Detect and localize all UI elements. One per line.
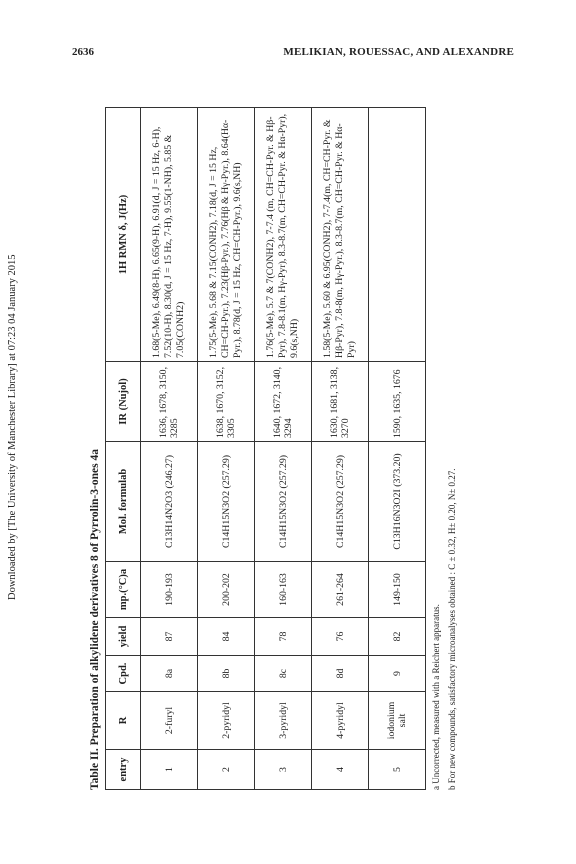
cpd-cell: 9 [369, 656, 426, 692]
rmn-cell: 1.75(5-Me), 5.68 & 7.15(CONH2), 7.18(d, J = 15 Hz, CH=CH-Pyr.), 7.23(Hβ-Pyr.), 7.76(Hβ & Hγ-Pyr.), 8.64(Hα-Pyr.), 8.78(d, J = 15 Hz, CH=CH-Pyr.), 9.6(s,NH) [198, 108, 255, 362]
ir-cell: 1636, 1678, 3150, 3285 [141, 362, 198, 442]
ir-cell: 1638, 1670, 3152, 3305 [198, 362, 255, 442]
yield-cell: 78 [255, 618, 312, 656]
download-watermark: Downloaded by [The University of Manchester Library] at 07:23 04 January 2015 [7, 254, 18, 600]
col-header: Mol. formulab [106, 442, 141, 562]
entry-cell: 3 [255, 750, 312, 790]
table-header-row [106, 108, 141, 790]
formula-cell: C13H14N2O3 (246.27) [141, 442, 198, 562]
r-cell: 2-furyl [141, 692, 198, 750]
formula-cell: C14H15N3O2 (257.29) [312, 442, 369, 562]
r-cell: 3-pyridyl [255, 692, 312, 750]
ir-cell: 1630, 1681, 3138, 3270 [312, 362, 369, 442]
table-row [312, 108, 369, 790]
col-header: yield [106, 618, 141, 656]
table-row [255, 108, 312, 790]
formula-cell: C14H15N3O2 (257.29) [255, 442, 312, 562]
table-row [141, 108, 198, 790]
yield-cell: 87 [141, 618, 198, 656]
col-header: IR (Nujol) [106, 362, 141, 442]
table-row [198, 108, 255, 790]
rotated-table-block [85, 85, 475, 790]
col-header: entry [106, 750, 141, 790]
mp-cell: 261-264 [312, 562, 369, 618]
r-cell: 2-pyridyl [198, 692, 255, 750]
cpd-cell: 8a [141, 656, 198, 692]
mp-cell: 200-202 [198, 562, 255, 618]
r-cell: 4-pyridyl [312, 692, 369, 750]
rmn-cell: 1.76(5-Me), 5.7 & 7(CONH2), 7-7.4 (m, CH=CH-Pyr. & Hβ-Pyr), 7.8-8.1(m, Hγ-Pyr), 8.3-8.7(m, CH=CH-Pyr. & Hα-Pyr), 9.6(s,NH) [255, 108, 312, 362]
data-table [105, 107, 426, 790]
col-header: 1H RMN δ, J(Hz) [106, 108, 141, 362]
cpd-cell: 8d [312, 656, 369, 692]
entry-cell: 2 [198, 750, 255, 790]
col-header: Cpd. [106, 656, 141, 692]
ir-cell: 1590, 1635, 1676 [369, 362, 426, 442]
formula-cell: C14H15N3O2 (257.29) [198, 442, 255, 562]
table-caption: Table II. Preparation of alkylidene derivatives 8 of Pyrrolin-3-ones 4a [89, 449, 101, 790]
col-header: mp.(°C)a [106, 562, 141, 618]
col-header: R [106, 692, 141, 750]
entry-cell: 4 [312, 750, 369, 790]
mp-cell: 149-150 [369, 562, 426, 618]
page-number: 2636 [72, 46, 94, 58]
page-header [62, 46, 514, 62]
table-row [369, 108, 426, 790]
rmn-cell: 1.58(5-Me), 5.60 & 6.95(CONH2), 7-7.4(m, CH=CH-Pyr. & Hβ-Pyr), 7.8-8(m, Hγ-Pyr.), 8.3-8.7(m, CH=CH-Pyr. & Hα-Pyr) [312, 108, 369, 362]
rmn-cell: 1.68(5-Me), 6.49(8-H), 6.65(9-H), 6.91(d, J = 15 Hz, 6-H), 7.52(10-H), 8.30(d, J = 15 Hz, 7-H), 9.55(1-NH), 5.85 & 7.05(CONH2) [141, 108, 198, 362]
footnote-a: a Uncorrected, measured with a Reichert apparatus. [431, 604, 441, 790]
ir-cell: 1640, 1672, 3140, 3294 [255, 362, 312, 442]
yield-cell: 82 [369, 618, 426, 656]
yield-cell: 84 [198, 618, 255, 656]
yield-cell: 76 [312, 618, 369, 656]
entry-cell: 5 [369, 750, 426, 790]
cpd-cell: 8c [255, 656, 312, 692]
footnote-b: b For new compounds, satisfactory microanalyses obtained : C ± 0.32, H± 0.20, N± 0.27. [447, 468, 457, 790]
mp-cell: 160-163 [255, 562, 312, 618]
cpd-cell: 8b [198, 656, 255, 692]
r-cell: iodonium salt [369, 692, 426, 750]
running-title: MELIKIAN, ROUESSAC, AND ALEXANDRE [283, 46, 514, 58]
formula-cell: C13H16N3O2I (373.20) [369, 442, 426, 562]
entry-cell: 1 [141, 750, 198, 790]
mp-cell: 190-193 [141, 562, 198, 618]
rmn-cell [369, 108, 426, 362]
